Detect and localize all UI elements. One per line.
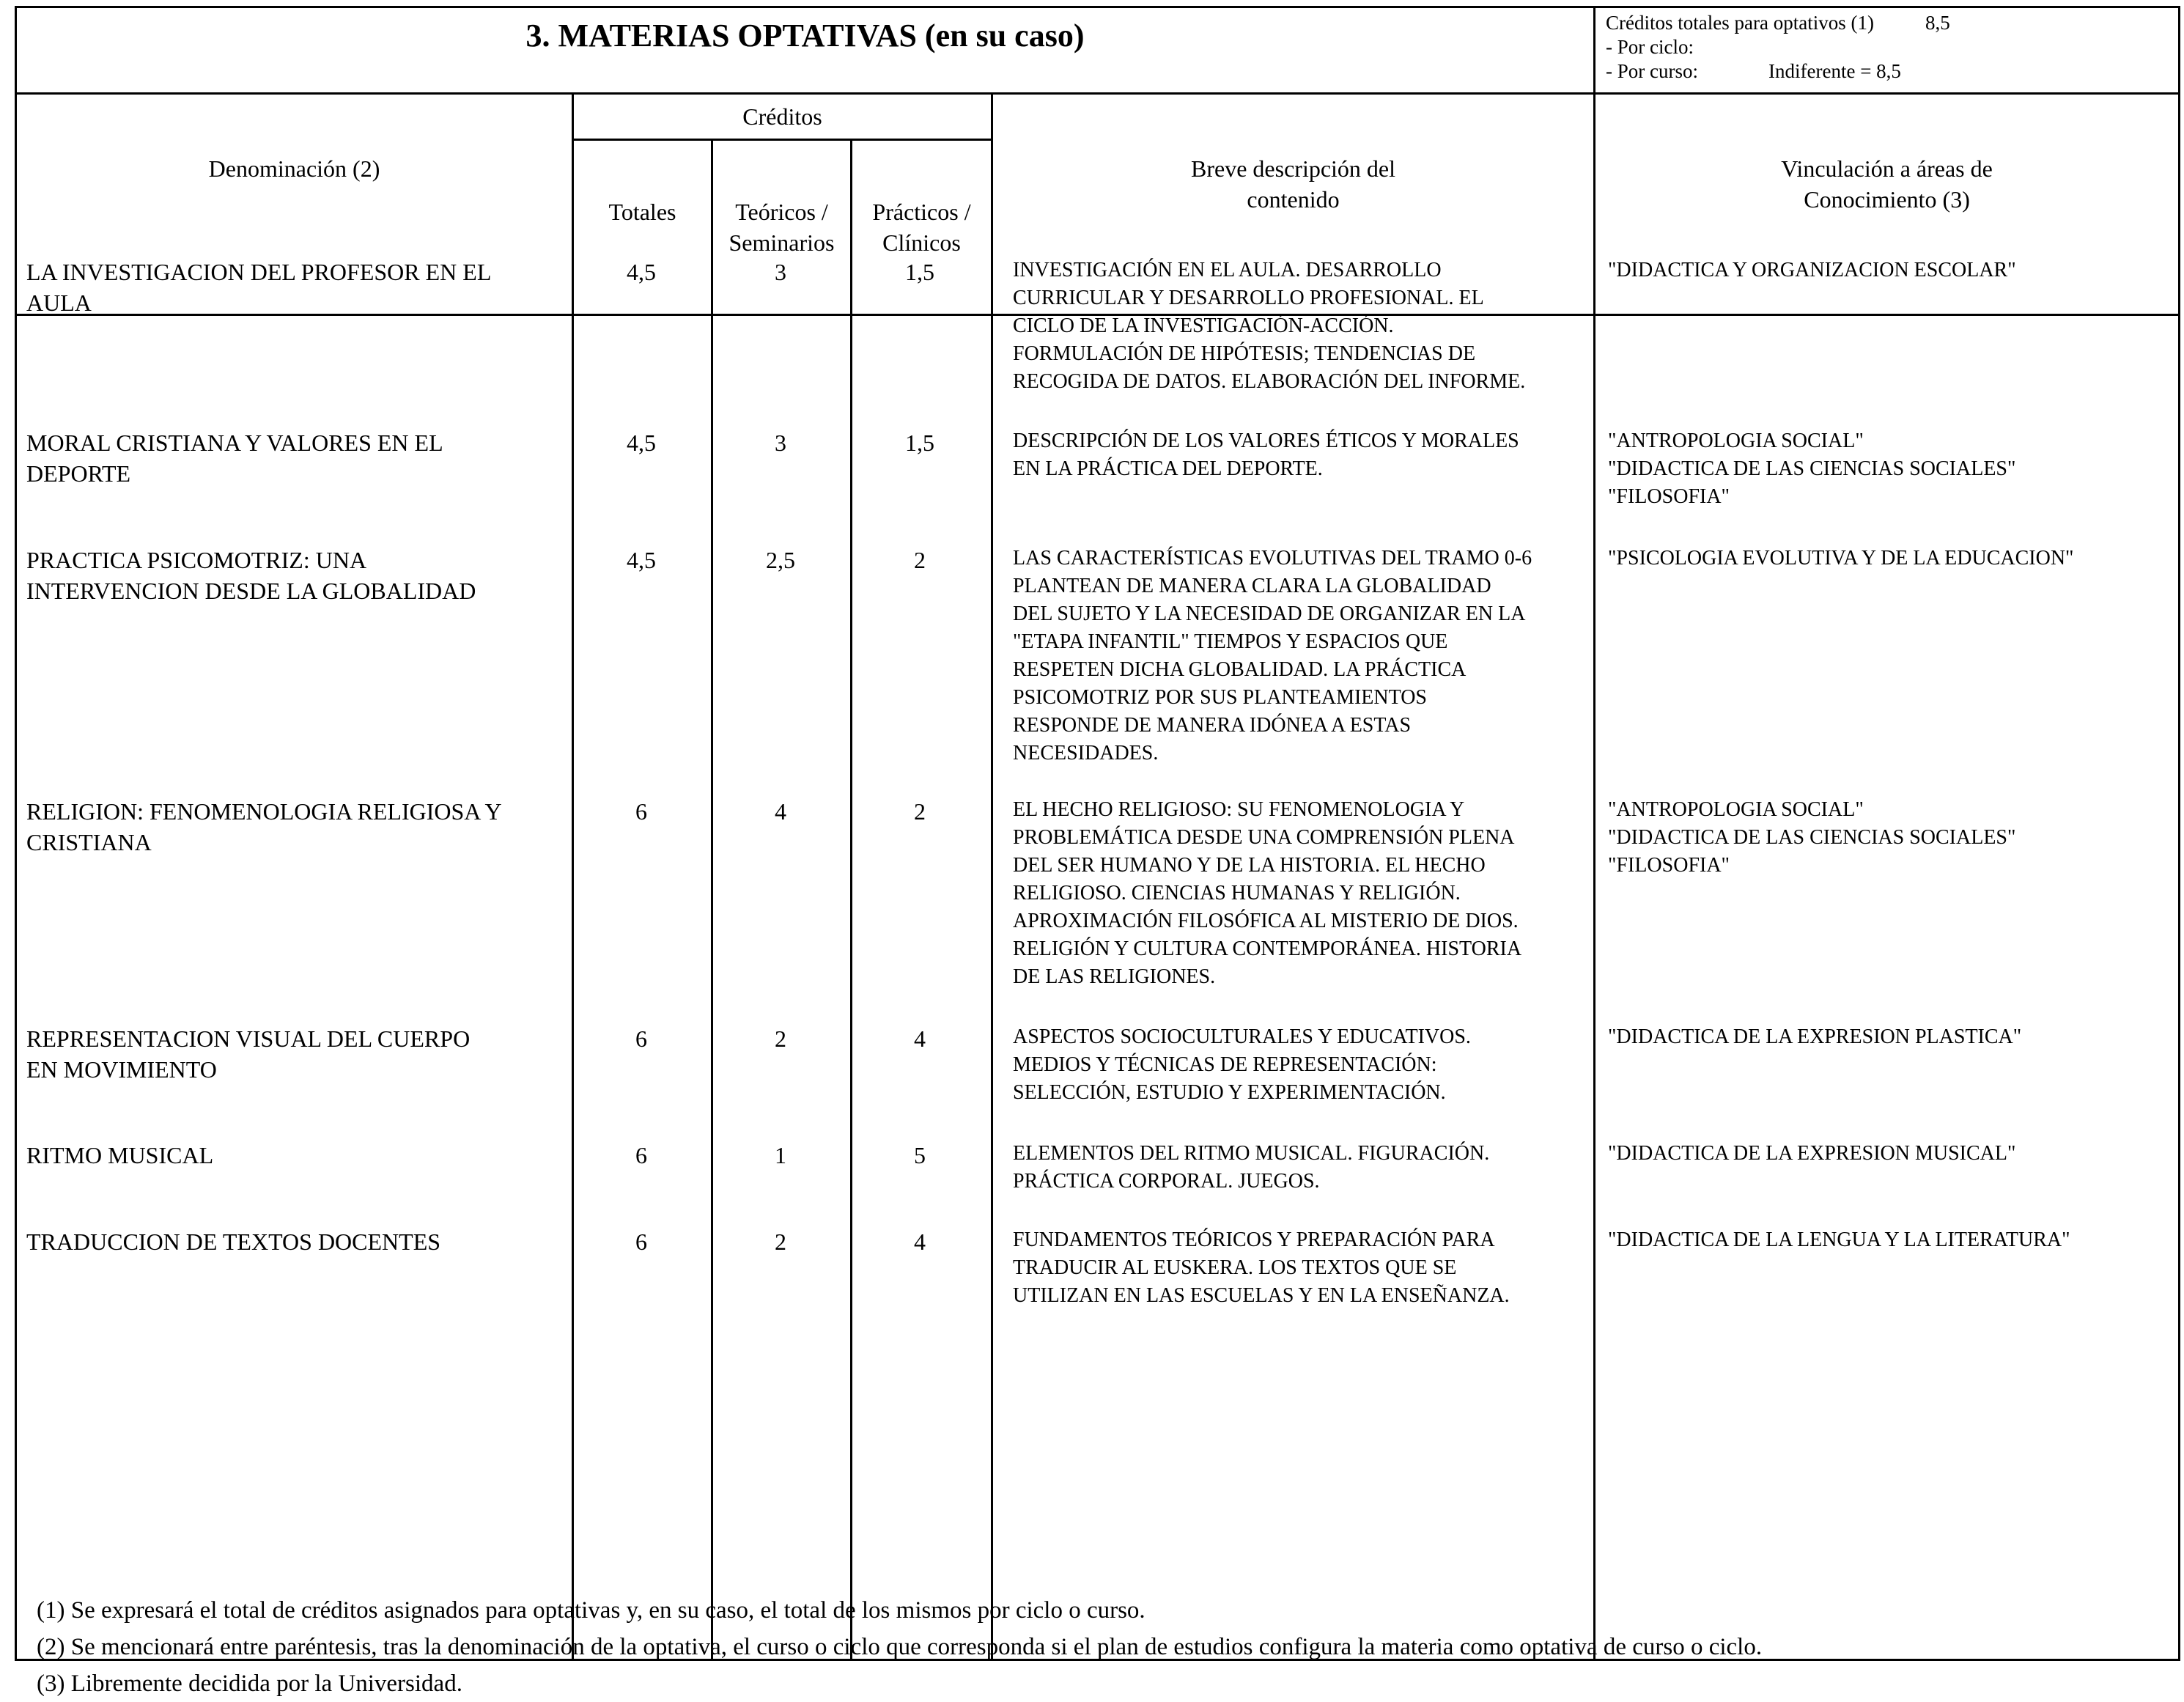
materia-descripcion-line: PROBLEMÁTICA DESDE UNA COMPRENSIÓN PLENA: [1013, 826, 1515, 849]
materia-descripcion-line: SELECCIÓN, ESTUDIO Y EXPERIMENTACIÓN.: [1013, 1081, 1446, 1104]
materia-descripcion-line: RELIGIOSO. CIENCIAS HUMANAS Y RELIGIÓN.: [1013, 882, 1461, 905]
creditos-totales: 4,5: [627, 547, 656, 573]
materia-name: [26, 545, 569, 606]
materia-areas: [1608, 1023, 2180, 1051]
body-col-vinculacion: [1595, 315, 2180, 1660]
materia-name: [26, 427, 569, 489]
header-practicos-line-1: Prácticos /: [872, 199, 971, 225]
materia-name-line: RITMO MUSICAL: [26, 1142, 214, 1168]
materia-descripcion-line: CURRICULAR Y DESARROLLO PROFESIONAL. EL: [1013, 287, 1484, 309]
materia-areas-line: "DIDACTICA Y ORGANIZACION ESCOLAR": [1608, 259, 2016, 281]
materia-areas: [1608, 1226, 2180, 1254]
por-ciclo-label: - Por ciclo:: [1606, 36, 1694, 58]
materia-areas-line: "FILOSOFIA": [1608, 485, 1730, 508]
header-practicos-line-2: Clínicos: [882, 229, 961, 256]
materia-descripcion-line: EL HECHO RELIGIOSO: SU FENOMENOLOGIA Y: [1013, 798, 1465, 821]
materia-descripcion: [1013, 257, 1592, 396]
materia-descripcion-line: RESPETEN DICHA GLOBALIDAD. LA PRÁCTICA: [1013, 658, 1467, 681]
header-vinculacion-line-2: Conocimiento (3): [1804, 186, 1970, 213]
materia-name: [26, 1226, 569, 1257]
materia-descripcion-line: "ETAPA INFANTIL" TIEMPOS Y ESPACIOS QUE: [1013, 630, 1448, 653]
materia-areas-line: "ANTROPOLOGIA SOCIAL": [1608, 798, 1864, 821]
materia-descripcion-line: RESPONDE DE MANERA IDÓNEA A ESTAS: [1013, 714, 1412, 737]
creditos-teoricos: 3: [775, 259, 786, 285]
materia-areas-line: "DIDACTICA DE LAS CIENCIAS SOCIALES": [1608, 826, 2016, 849]
materia-descripcion-line: APROXIMACIÓN FILOSÓFICA AL MISTERIO DE DIOS.: [1013, 910, 1519, 932]
creditos-totales: 4,5: [627, 430, 656, 456]
materia-name: [26, 257, 569, 318]
por-curso-value: Indiferente = 8,5: [1768, 60, 1901, 82]
materia-name: [26, 1023, 569, 1085]
materia-areas: [1608, 796, 2180, 880]
body-col-practicos: [852, 315, 992, 1660]
creditos-teoricos: 4: [775, 798, 786, 825]
materia-descripcion-line: TRADUCIR AL EUSKERA. LOS TEXTOS QUE SE: [1013, 1256, 1457, 1279]
materia-name-line: LA INVESTIGACION DEL PROFESOR EN EL: [26, 259, 492, 285]
footnote-3: (3) Libremente decidida por la Universidad.: [37, 1670, 462, 1697]
materia-name-line: AULA: [26, 290, 92, 316]
materia-areas-line: "DIDACTICA DE LAS CIENCIAS SOCIALES": [1608, 457, 2016, 480]
materia-descripcion-line: ELEMENTOS DEL RITMO MUSICAL. FIGURACIÓN.: [1013, 1142, 1490, 1165]
footnote-2: (2) Se mencionará entre paréntesis, tras la denominación de la optativa, el curso o ciclo que corresponda si el plan de estudios configura la materia como optativa de curso o ciclo.: [37, 1634, 1763, 1660]
materia-name: [26, 1140, 569, 1171]
materia-areas-line: "DIDACTICA DE LA LENGUA Y LA LITERATURA": [1608, 1228, 2070, 1251]
header-creditos: [573, 94, 992, 140]
creditos-totales: 4,5: [627, 259, 656, 285]
creditos-teoricos: 2,5: [766, 547, 795, 573]
document-page: [15, 6, 2178, 1661]
materia-name-line: DEPORTE: [26, 460, 131, 487]
totals-box: [1595, 7, 2180, 94]
materia-descripcion-line: MEDIOS Y TÉCNICAS DE REPRESENTACIÓN:: [1013, 1053, 1437, 1076]
materia-areas-line: "FILOSOFIA": [1608, 854, 1730, 877]
creditos-teoricos: 2: [775, 1228, 786, 1255]
materia-descripcion: [1013, 545, 1592, 767]
materia-descripcion-line: EN LA PRÁCTICA DEL DEPORTE.: [1013, 457, 1323, 480]
creditos-practicos: 4: [914, 1228, 926, 1255]
materia-descripcion-line: UTILIZAN EN LAS ESCUELAS Y EN LA ENSEÑANZA.: [1013, 1284, 1510, 1307]
creditos-teoricos: 1: [775, 1142, 786, 1168]
header-practicos: [852, 140, 992, 315]
header-descripcion-line-1: Breve descripción del: [1191, 155, 1396, 182]
materia-areas-line: "ANTROPOLOGIA SOCIAL": [1608, 430, 1864, 452]
body-col-totales: [573, 315, 712, 1660]
creditos-practicos: 5: [914, 1142, 926, 1168]
materia-descripcion-line: DEL SER HUMANO Y DE LA HISTORIA. EL HECHO: [1013, 854, 1486, 877]
materia-descripcion-line: DE LAS RELIGIONES.: [1013, 965, 1216, 988]
materia-name-line: PRACTICA PSICOMOTRIZ: UNA: [26, 547, 367, 573]
materia-descripcion-line: PLANTEAN DE MANERA CLARA LA GLOBALIDAD: [1013, 575, 1491, 597]
footnote-1: (1) Se expresará el total de créditos asignados para optativas y, en su caso, el total de los mismos por ciclo o curso.: [37, 1597, 1146, 1624]
body-col-teoricos: [712, 315, 852, 1660]
header-teoricos-line-2: Seminarios: [728, 229, 835, 256]
creditos-teoricos: 2: [775, 1025, 786, 1052]
materia-descripcion-line: RECOGIDA DE DATOS. ELABORACIÓN DEL INFORME.: [1013, 370, 1526, 393]
creditos-practicos: 4: [914, 1025, 926, 1052]
materia-areas: [1608, 545, 2180, 572]
footnotes: [37, 1592, 1762, 1702]
materia-name-line: EN MOVIMIENTO: [26, 1056, 217, 1083]
totals-label: Créditos totales para optativos (1): [1606, 12, 1874, 34]
creditos-practicos: 1,5: [905, 430, 934, 456]
materia-descripcion-line: FUNDAMENTOS TEÓRICOS Y PREPARACIÓN PARA: [1013, 1228, 1495, 1251]
materia-areas-line: "DIDACTICA DE LA EXPRESION MUSICAL": [1608, 1142, 2016, 1165]
creditos-practicos: 1,5: [905, 259, 934, 285]
header-totales-text: Totales: [608, 199, 676, 225]
materia-descripcion-line: DESCRIPCIÓN DE LOS VALORES ÉTICOS Y MORALES: [1013, 430, 1519, 452]
creditos-teoricos: 3: [775, 430, 786, 456]
materia-descripcion: [1013, 427, 1592, 483]
title-cell: [16, 7, 1595, 94]
creditos-totales: 6: [635, 798, 647, 825]
materia-descripcion: [1013, 1023, 1592, 1107]
creditos-totales: 6: [635, 1228, 647, 1255]
materia-areas-line: "DIDACTICA DE LA EXPRESION PLASTICA": [1608, 1025, 2022, 1048]
materia-descripcion-line: RELIGIÓN Y CULTURA CONTEMPORÁNEA. HISTORIA: [1013, 937, 1522, 960]
creditos-practicos: 2: [914, 547, 926, 573]
materia-descripcion-line: CICLO DE LA INVESTIGACIÓN-ACCIÓN.: [1013, 314, 1394, 337]
materia-descripcion: [1013, 1140, 1592, 1196]
materia-descripcion: [1013, 796, 1592, 991]
header-vinculacion-line-1: Vinculación a áreas de: [1781, 155, 1993, 182]
materia-name: [26, 796, 569, 858]
materia-name-line: RELIGION: FENOMENOLOGIA RELIGIOSA Y: [26, 798, 502, 825]
materia-descripcion-line: NECESIDADES.: [1013, 742, 1159, 765]
materia-name-line: INTERVENCION DESDE LA GLOBALIDAD: [26, 578, 476, 604]
materia-descripcion-line: FORMULACIÓN DE HIPÓTESIS; TENDENCIAS DE: [1013, 342, 1476, 365]
creditos-practicos: 2: [914, 798, 926, 825]
creditos-totales: 6: [635, 1025, 647, 1052]
header-totales: [573, 140, 712, 315]
por-curso-label: - Por curso:: [1606, 60, 1699, 82]
materia-name-line: CRISTIANA: [26, 829, 152, 855]
materia-descripcion-line: INVESTIGACIÓN EN EL AULA. DESARROLLO: [1013, 259, 1442, 281]
materia-descripcion-line: LAS CARACTERÍSTICAS EVOLUTIVAS DEL TRAMO 0-6: [1013, 547, 1532, 570]
materia-name-line: REPRESENTACION VISUAL DEL CUERPO: [26, 1025, 471, 1052]
header-creditos-text: Créditos: [742, 103, 822, 130]
materia-areas: [1608, 257, 2180, 284]
materia-areas: [1608, 1140, 2180, 1168]
materia-descripcion-line: PSICOMOTRIZ POR SUS PLANTEAMIENTOS: [1013, 686, 1428, 709]
section-title: 3. MATERIAS OPTATIVAS (en su caso): [525, 18, 1085, 54]
header-teoricos: [712, 140, 852, 315]
materia-name-line: TRADUCCION DE TEXTOS DOCENTES: [26, 1228, 441, 1255]
materia-descripcion-line: DEL SUJETO Y LA NECESIDAD DE ORGANIZAR EN LA: [1013, 603, 1526, 625]
totals-value: 8,5: [1925, 12, 1950, 34]
body-col-denominacion: [16, 315, 573, 1660]
materia-descripcion-line: PRÁCTICA CORPORAL. JUEGOS.: [1013, 1170, 1320, 1193]
materia-descripcion-line: ASPECTOS SOCIOCULTURALES Y EDUCATIVOS.: [1013, 1025, 1471, 1048]
creditos-totales: 6: [635, 1142, 647, 1168]
header-descripcion-line-2: contenido: [1247, 186, 1340, 213]
materia-descripcion: [1013, 1226, 1592, 1310]
materia-areas: [1608, 427, 2180, 511]
header-teoricos-line-1: Teóricos /: [735, 199, 828, 225]
materia-areas-line: "PSICOLOGIA EVOLUTIVA Y DE LA EDUCACION": [1608, 547, 2074, 570]
header-denominacion-text: Denominación (2): [208, 155, 380, 182]
materia-name-line: MORAL CRISTIANA Y VALORES EN EL: [26, 430, 443, 456]
